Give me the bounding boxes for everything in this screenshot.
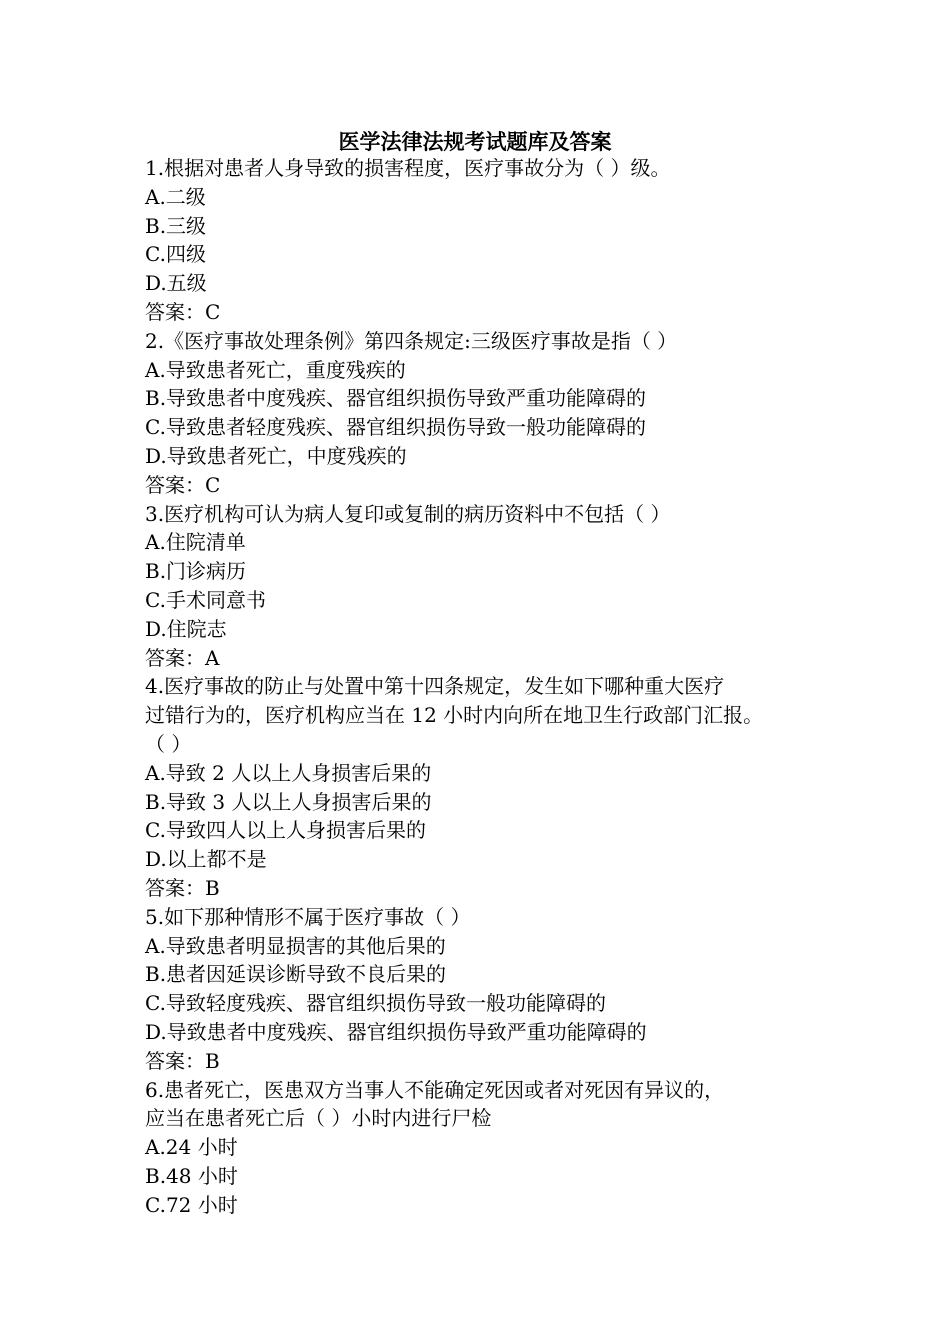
question-3-option-d: D.住院志 bbox=[145, 616, 227, 641]
question-6-option-b: B.48 小时 bbox=[145, 1163, 238, 1188]
question-5-option-a: A.导致患者明显损害的其他后果的 bbox=[145, 933, 446, 958]
question-6-option-c: C.72 小时 bbox=[145, 1192, 238, 1217]
question-4-stem-line-3: （ ） bbox=[145, 731, 192, 756]
question-2-option-c: C.导致患者轻度残疾、器官组织损伤导致一般功能障碍的 bbox=[145, 415, 646, 440]
question-6-stem-line-1: 6.患者死亡，医患双方当事人不能确定死因或者对死因有异议的， bbox=[145, 1077, 725, 1102]
question-3-stem: 3.医疗机构可认为病人复印或复制的病历资料中不包括（ ） bbox=[145, 501, 671, 526]
question-3-option-c: C.手术同意书 bbox=[145, 587, 266, 612]
question-1-option-a: A.二级 bbox=[145, 184, 206, 209]
question-3-answer: 答案：A bbox=[145, 645, 220, 670]
question-4-option-b: B.导致 3 人以上人身损害后果的 bbox=[145, 789, 432, 814]
question-2-answer: 答案：C bbox=[145, 472, 221, 497]
question-5-option-c: C.导致轻度残疾、器官组织损伤导致一般功能障碍的 bbox=[145, 991, 606, 1016]
question-2-stem: 2.《医疗事故处理条例》第四条规定:三级医疗事故是指（ ） bbox=[145, 328, 678, 353]
question-1-answer: 答案：C bbox=[145, 299, 221, 324]
question-4-answer: 答案：B bbox=[145, 875, 220, 900]
question-6-stem-line-2: 应当在患者死亡后（ ）小时内进行尸检 bbox=[145, 1106, 492, 1131]
question-5-stem: 5.如下那种情形不属于医疗事故（ ） bbox=[145, 904, 471, 929]
question-2-option-b: B.导致患者中度残疾、器官组织损伤导致严重功能障碍的 bbox=[145, 386, 647, 411]
question-6-option-a: A.24 小时 bbox=[145, 1135, 238, 1160]
question-1-stem: 1.根据对患者人身导致的损害程度，医疗事故分为（ ）级。 bbox=[145, 156, 671, 180]
question-4-stem-line-2: 过错行为的，医疗机构应当在 12 小时内向所在地卫生行政部门汇报。 bbox=[145, 703, 764, 728]
question-4-option-a: A.导致 2 人以上人身损害后果的 bbox=[145, 760, 432, 785]
question-2-option-a: A.导致患者死亡，重度残疾的 bbox=[145, 357, 406, 382]
question-5-answer: 答案：B bbox=[145, 1048, 220, 1073]
question-2-option-d: D.导致患者死亡，中度残疾的 bbox=[145, 443, 407, 468]
question-5-option-d: D.导致患者中度残疾、器官组织损伤导致严重功能障碍的 bbox=[145, 1019, 647, 1044]
question-5-option-b: B.患者因延误诊断导致不良后果的 bbox=[145, 962, 447, 987]
question-4-option-c: C.导致四人以上人身损害后果的 bbox=[145, 818, 426, 843]
question-4-option-d: D.以上都不是 bbox=[145, 847, 267, 872]
question-1-option-b: B.三级 bbox=[145, 213, 207, 238]
question-1-option-c: C.四级 bbox=[145, 242, 206, 267]
question-list bbox=[145, 154, 825, 1219]
question-4-stem-line-1: 4.医疗事故的防止与处置中第十四条规定，发生如下哪种重大医疗 bbox=[145, 674, 725, 699]
question-3-option-a: A.住院清单 bbox=[145, 530, 246, 555]
question-1-option-d: D.五级 bbox=[145, 271, 207, 296]
document-title: 医学法律法规考试题库及答案 bbox=[338, 129, 612, 154]
question-3-option-b: B.门诊病历 bbox=[145, 559, 247, 584]
